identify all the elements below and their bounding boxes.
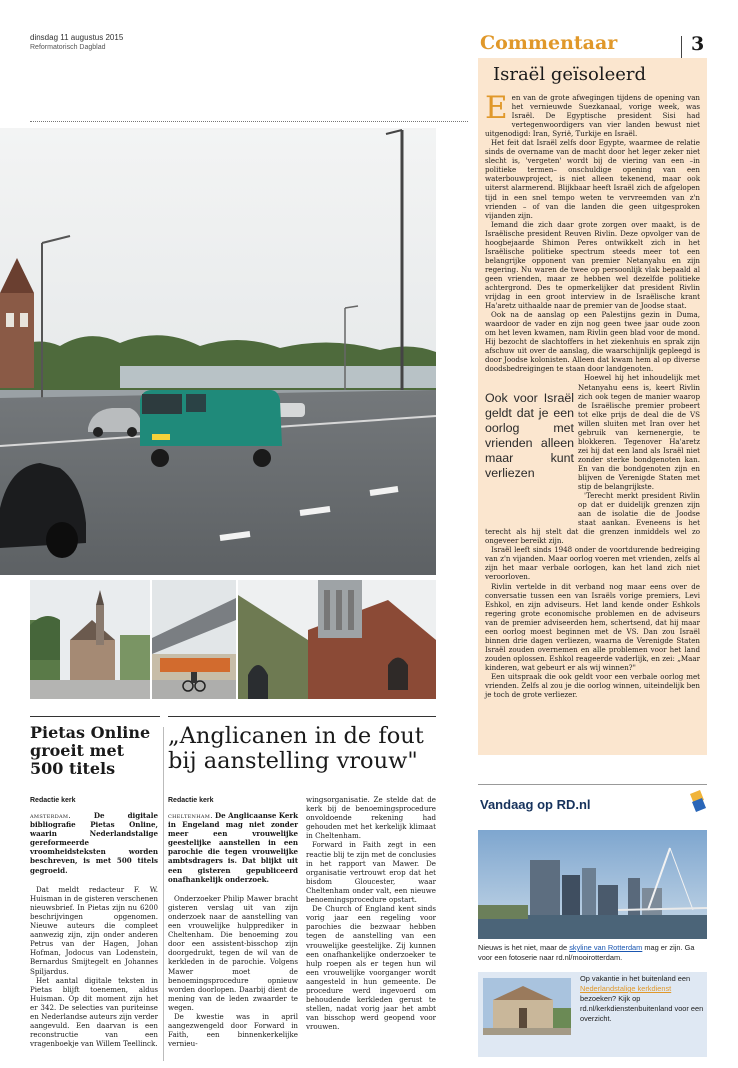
article-paragraph: De kwestie was in april aangezwengeld door Forward in Faith, een binnenkerkelijke vernieu- xyxy=(168,1011,298,1049)
section-title: Commentaar xyxy=(480,32,618,54)
promo-box-text: Op vakantie in het buitenland een Nederlandstalige kerkdienst bezoeken? Kijk op rd.nl/kerkdienstenbuitenland voor een overzicht. xyxy=(580,974,704,1023)
article-lead: cheltenham. De Anglicaanse Kerk in Engeland mag niet zonder meer een vrouwelijke geestelijke aanstellen in een parochie die tegen vrouwelijke ambtsdragers is. Dat blijkt uit een gisteren gepubliceerd onafhankelijk onderzoek. xyxy=(168,811,298,884)
skyline-link[interactable]: skyline van Rotterdam xyxy=(569,943,643,952)
photo-rotterdam-skyline[interactable] xyxy=(478,830,707,939)
editorial-paragraph: Ook na de aanslag op een Palestijns gezin in Duma, waardoor de vader en zijn nog geen twee jaar oude zoon om het leven kwamen, nam Rivlin geen blad voor de mond. Hij bezocht de slachtoffers in het ziekenhuis en sprak zijn afschuw uit over de aanslag, die waarschijnlijk gepleegd is door Joodse kolonisten. Alleen dat kwam hem al op diverse doodsbedreigingen te staan door landgenoten. xyxy=(485,310,700,374)
column-divider xyxy=(163,727,164,1061)
editorial-paragraph: Hoewel hij het inhoudelijk met Netanyahu eens is, keert Rivlin zich ook tegen de manier waarop de Israëlische premier probeert tot elke prijs de deal die de VS willen sluiten met Iran over het gebruik van kernenergie, te blokkeren. Tegenover Ha'aretz zei hij dat een land als Israël niet zonder sterke bondgenoten kan. En van die bondgenoten zijn en blijven de Verenigde Staten met stip de belangrijkste. xyxy=(578,373,700,492)
page-number: 3 xyxy=(691,33,705,55)
editorial-paragraph: Een van de grote afwegingen tijdens de opening van het vernieuwde Suezkanaal, vorige week, was Israël. De Egyptische president Sisi had vertegenwoordigers van vier landen bewust niet uitgenodigd: Iran, Syrië, Turkije en Israël. xyxy=(485,90,700,139)
editorial-paragraph: Israël leeft sinds 1948 onder de voortdurende bedreiging van z'n vijanden. Maar oorlog voeren met vrienden, zelfs al zijn het maar verbale oorlogen, kan het land zich niet veroorloven. xyxy=(485,545,700,582)
article-left-body xyxy=(30,811,158,1048)
rd-logo-icon xyxy=(688,790,706,816)
article-main-title: „Anglicanen in de fout bij aanstelling vrouw" xyxy=(168,723,424,774)
article-paragraph: Het aantal digitale teksten in Pietas blijft toenemen, aldus Huisman. Op dit moment zijn het er 342. De selecties van puriteinse en Nederlandse auteurs zijn verder aangevuld. Een daarvan is een reconstructie van een vragenboekje van Willem Teellinck. xyxy=(30,975,158,1049)
header-paper-name: Reformatorisch Dagblad xyxy=(30,44,106,51)
article-rule xyxy=(168,716,436,717)
article-lead: amsterdam. De digitale bibliografie Pietas Online, waarin Nederlandstalige gereformeerde vroomheidsteksten worden beschreven, is met 500 titels gegroeid. xyxy=(30,811,158,875)
article-paragraph: De Church of England kent sinds vorig jaar een regeling voor parochies die bezwaar hebben tegen de aanstelling van een vrouwelijke geestelijke. Zij kunnen een onafhankelijke onderzoeker te hulp roepen als er tegen hun wil een vrouwelijke voorganger wordt aangesteld in hun gemeente. De procedure werd ingevoerd om behoudende kerkleden gerust te stellen, nadat vorig jaar het ambt van bisschop werd geopend voor vrouwen. xyxy=(306,904,436,1032)
editorial-paragraph: Rivlin vertelde in dit verband nog maar eens over de conversatie tussen een van Israëls vorige premiers, Levi Eshkol, en zijn adviseurs. Het land kende onder Eshkols regering grote economische problemen en de adviseurs van de premier adviseerden hem, schertsend, dat hij maar een oorlog moest beginnen met de VS. Dan zou Israël binnen drie dagen verliezen, waarna de Verenigde Staten Israël zouden overnemen en alle problemen voor het land zouden oplossen. Eshkol reageerde vaderlijk, en zei: „Maar kinderen, wat gebeurt er als wij winnen?" xyxy=(485,581,700,672)
promo-rule xyxy=(478,784,707,785)
photo-church-street xyxy=(30,580,150,699)
photo-church-tower xyxy=(238,580,436,699)
article-main-col1 xyxy=(168,811,298,1048)
article-paragraph: Onderzoeker Philip Mawer bracht gisteren verslag uit van zijn onderzoek naar de aanstelling van een vrouwelijke hulpprediker in Cheltenham. Die benoeming zou door een assistent-bisschop zijn doorgedrukt, tegen de wil van de kerkleden in de parochie. Volgens Mawer moet de benoemingsprocedure opnieuw worden doorlopen. Daarbij dient de mening van de leden zwaarder te wegen. xyxy=(168,893,298,1012)
header-divider xyxy=(681,36,682,58)
promo-text: Nieuws is het niet, maar de skyline van Rotterdam mag er zijn. Ga voor een fotoserie naar rd.nl/mooirotterdam. xyxy=(478,943,695,962)
editorial-title: Israël geïsoleerd xyxy=(493,64,647,85)
article-main-byline: Redactie kerk xyxy=(168,797,214,804)
article-paragraph: Dat meldt redacteur F. W. Huisman in de gisteren verschenen nieuwsbrief. In Pietas zijn nu 6200 beschrijvingen opgenomen. Nieuwe auteurs die compleet aanwezig zijn, zijn onder anderen Petrus van der Hagen, Johan Hofman, Jodocus van Lodenstein, Bernardus Smijtegelt en Johannes Spiljardus. xyxy=(30,884,158,976)
photo-bridge-cyclist xyxy=(152,580,236,699)
article-left-byline: Redactie kerk xyxy=(30,797,76,804)
photo-church-abroad[interactable] xyxy=(483,978,571,1035)
editorial-paragraph: Iemand die zich daar grote zorgen over maakt, is de Israëlische president Reuven Rivlin. Deze opvolger van de hoogbejaarde Shimon Peres ontwikkelt zich in het Israëlische politieke spectrum steeds meer tot een belangrijke opponent van premier Netanyahu en zijn regering. Nu waren de twee op persoonlijk vlak bepaald al geen vrienden, maar ze hebben wel dezelfde politieke achtergrond. Des te opmerkelijker dat president Rivlin vrijdag in een groot interview in de Israëlische krant Ha'aretz uithaalde naar de premier van de Joodse staat. xyxy=(485,219,700,311)
editorial-paragraph: 'Terecht merkt president Rivlin op dat er duidelijk grenzen zijn aan de isolatie die de Joodse staat aankan. Eveneens is het terecht als hij stelt dat die grenzen inmiddels wel zo ongeveer bereikt zijn. xyxy=(485,491,700,546)
editorial-pullquote: Ook voor Israël geldt dat je een oorlog met vrienden alleen maar kunt verliezen xyxy=(485,391,574,481)
article-left-title: Pietas Online groeit met 500 titels xyxy=(30,723,151,778)
article-rule xyxy=(30,716,160,717)
dotted-rule xyxy=(30,121,468,122)
article-paragraph: wingsorganisatie. Ze stelde dat de kerk bij de benoemingsprocedure onvoldoende rekening had gehouden met het kerkelijk klimaat in Cheltenham. xyxy=(306,795,436,841)
photo-highway xyxy=(0,128,436,575)
editorial-box xyxy=(478,58,707,755)
article-main-col2 xyxy=(306,795,436,1031)
promo-title: Vandaag op RD.nl xyxy=(480,797,591,812)
editorial-paragraph: Het feit dat Israël zelfs door Egypte, waarmee de relatie sinds de overname van de macht door het leger zeker niet slecht is, 'vergeten' wordt bij de viering van een –in politieke termen– onschuldige opening van een waterbouwproject, is niet alleen tekenend, maar ook uiterst alarmerend. Blijkbaar heeft Israël zich de afgelopen tijd in een snel tempo weten te vervreemden van z'n vrienden – of van die landen die geen uitgesproken vijanden zijn. xyxy=(485,138,700,220)
editorial-body xyxy=(485,90,700,700)
kerkdienst-link[interactable]: Nederlandstalige kerkdienst xyxy=(580,984,672,993)
editorial-dropcap: E xyxy=(485,90,508,126)
header-date: dinsdag 11 augustus 2015 xyxy=(30,33,124,42)
editorial-paragraph: Een uitspraak die ook geldt voor een verbale oorlog met vrienden. Zelfs al zou je die oorlog winnen, uiteindelijk ben je toch de grote verliezer. xyxy=(485,672,700,700)
article-paragraph: Forward in Faith zegt in een reactie blij te zijn met de conclusies in het rapport van Mawer. De organisatie vertrouwt erop dat het bisdom Gloucester, waar Cheltenham onder valt, een nieuwe benoemingsprocedure opstart. xyxy=(306,840,436,905)
